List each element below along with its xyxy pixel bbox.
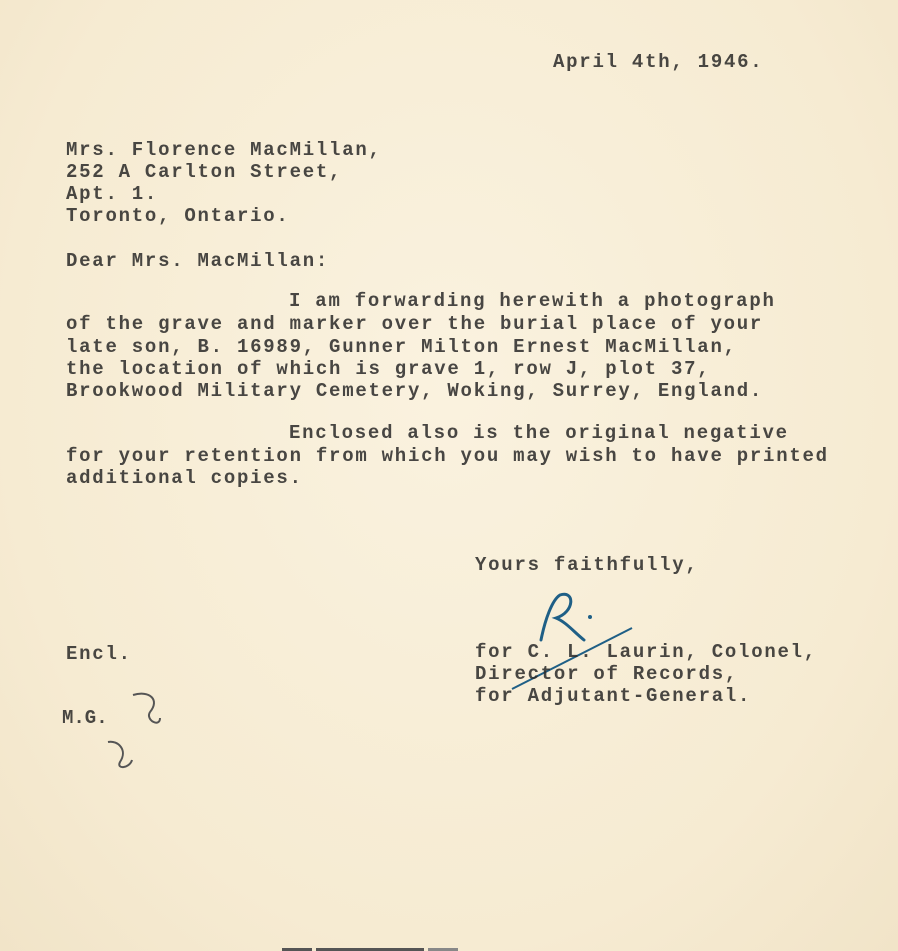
letter-date: April 4th, 1946. bbox=[553, 51, 764, 73]
signature-line: for C. L. Laurin, Colonel, bbox=[475, 641, 817, 663]
body-line: the location of which is grave 1, row J, plot 37, bbox=[66, 358, 711, 380]
address-line: 252 A Carlton Street, bbox=[66, 161, 343, 183]
address-line: Mrs. Florence MacMillan, bbox=[66, 139, 382, 161]
address-line: Apt. 1. bbox=[66, 183, 159, 205]
body-line: late son, B. 16989, Gunner Milton Ernest MacMillan, bbox=[66, 336, 737, 358]
salutation: Dear Mrs. MacMillan: bbox=[66, 250, 330, 272]
body-line: I am forwarding herewith a photograph bbox=[289, 290, 776, 312]
closing: Yours faithfully, bbox=[475, 554, 699, 576]
body-line: of the grave and marker over the burial place of your bbox=[66, 313, 764, 335]
body-line: Brookwood Military Cemetery, Woking, Surrey, England. bbox=[66, 380, 764, 402]
enclosure-note: Encl. bbox=[66, 643, 132, 665]
body-line: additional copies. bbox=[66, 467, 303, 489]
signature-line: Director of Records, bbox=[475, 663, 739, 685]
body-line: Enclosed also is the original negative bbox=[289, 422, 789, 444]
typist-initials: M.G. bbox=[62, 707, 108, 729]
body-line: for your retention from which you may wish to have printed bbox=[66, 445, 829, 467]
signature-line: for Adjutant-General. bbox=[475, 685, 752, 707]
address-line: Toronto, Ontario. bbox=[66, 205, 290, 227]
